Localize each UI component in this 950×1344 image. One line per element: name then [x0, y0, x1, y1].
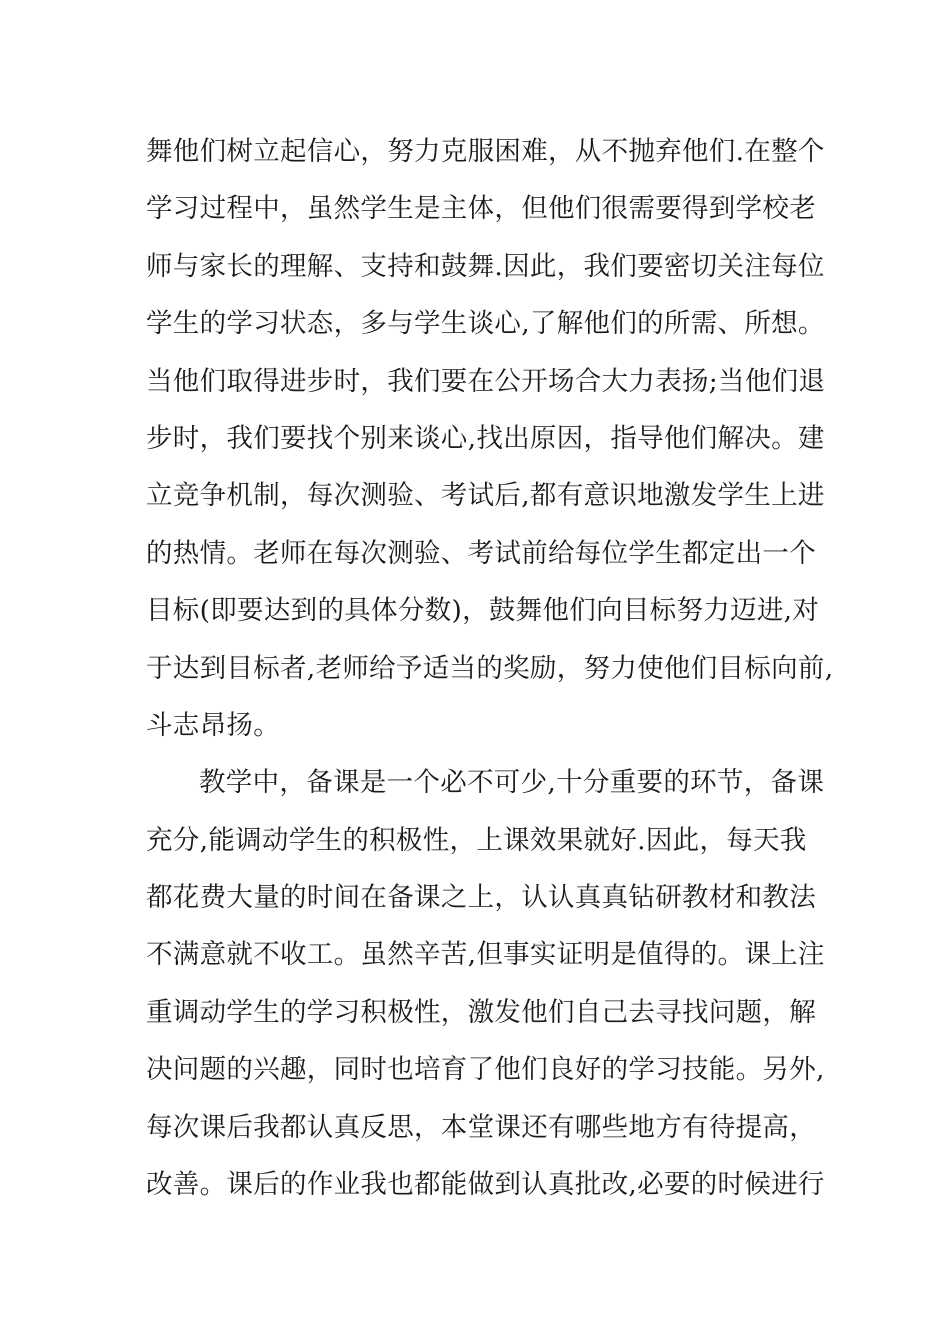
text-line: 师与家长的理解、支持和鼓舞.因此，我们要密切关注每位 [146, 250, 825, 282]
text-line: 的热情。老师在每次测验、考试前给每位学生都定出一个 [146, 537, 816, 569]
text-line: 都花费大量的时间在备课之上，认认真真钻研教材和教法 [146, 882, 816, 914]
text-line: 于达到目标者,老师给予适当的奖励，努力使他们目标向前, [146, 652, 834, 684]
text-line: 斗志昂扬。 [146, 709, 280, 741]
text-line: 不满意就不收工。虽然辛苦,但事实证明是值得的。课上注 [146, 939, 825, 971]
text-line: 改善。课后的作业我也都能做到认真批改,必要的时候进行 [146, 1169, 825, 1201]
text-line: 决问题的兴趣，同时也培育了他们良好的学习技能。另外, [146, 1054, 825, 1086]
text-line: 学习过程中，虽然学生是主体，但他们很需要得到学校老 [146, 193, 816, 225]
text-line: 立竞争机制，每次测验、考试后,都有意识地激发学生上进 [146, 480, 825, 512]
text-line: 重调动学生的学习积极性，激发他们自己去寻找问题，解 [146, 996, 816, 1028]
text-line: 当他们取得进步时，我们要在公开场合大力表扬;当他们退 [146, 365, 826, 397]
text-line: 步时，我们要找个别来谈心,找出原因，指导他们解决。建 [146, 422, 825, 454]
document-body [146, 130, 834, 1220]
text-line: 充分,能调动学生的积极性，上课效果就好.因此，每天我 [146, 824, 807, 856]
paragraph-start-line: 教学中，备课是一个必不可少,十分重要的环节，备课 [199, 767, 825, 799]
text-line: 目标(即要达到的具体分数)，鼓舞他们向目标努力迈进,对 [146, 595, 820, 627]
text-line: 每次课后我都认真反思，本堂课还有哪些地方有待提高， [146, 1111, 816, 1143]
text-line: 舞他们树立起信心，努力克服困难，从不抛弃他们.在整个 [146, 136, 825, 167]
text-line: 学生的学习状态，多与学生谈心,了解他们的所需、所想。 [146, 308, 825, 340]
